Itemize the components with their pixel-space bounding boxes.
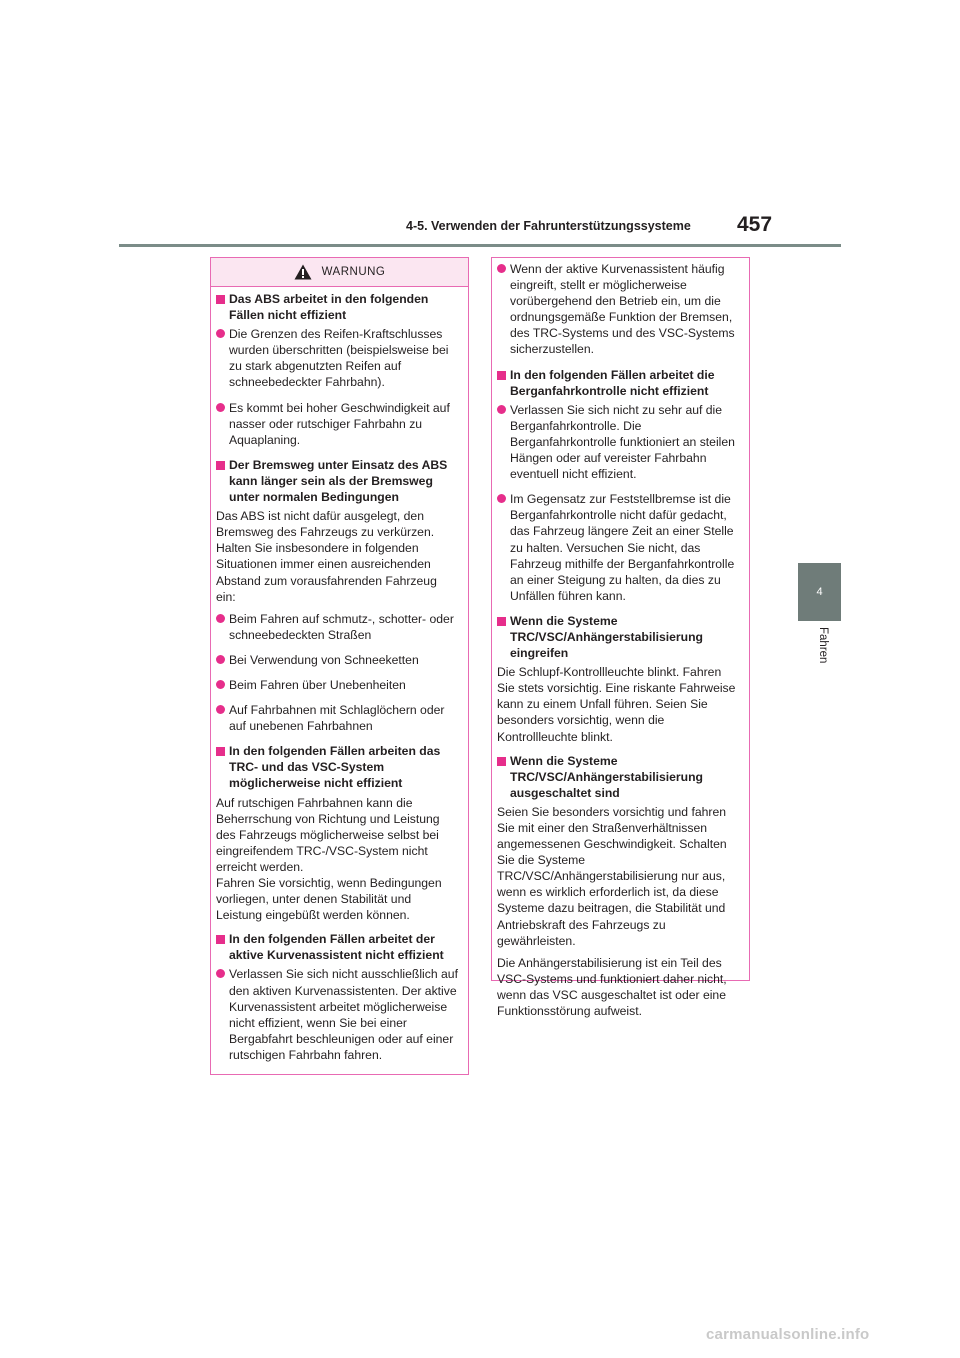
chapter-label: Fahren [817,627,829,664]
bullet-item: Die Grenzen des Reifen-Kraftschlusses wurden überschritten (beispielsweise bei zu stark abgenutzten Reifen auf schneebedeckter Fahrbahn). [216,326,458,390]
paragraph: Auf rutschigen Fahrbahnen kann die Beherrschung von Richtung und Leistung des Fahrzeugs möglicherweise selbst bei eingreifendem TRC-/VSC-System nicht erreicht werden. Fahren Sie vorsichtig, wenn Bedingungen vorliegen, unter denen Stabilität und Leistung eingebüßt werden können. [216,795,442,923]
watermark: carmanualsonline.info [706,1326,870,1343]
chapter-number: 4 [816,586,823,598]
bullet-item: Verlassen Sie sich nicht zu sehr auf die Berganfahrkontrolle. Die Berganfahrkontrolle funktioniert an steilen Hängen oder auf vereister Fahrbahn eventuell nicht effizient. [497,402,741,482]
paragraph: Die Schlupf-Kontrollleuchte blinkt. Fahren Sie stets vorsichtig. Eine riskante Fahrweise kann zu einem Unfall führen. Seien Sie besonders vorsichtig, wenn die Kontrollleuchte blinkt. [497,665,736,744]
paragraph: Die Anhängerstabilisierung ist ein Teil des VSC-Systems und funktioniert daher nicht, wenn das VSC ausgeschaltet ist oder eine Funktionsstörung aufweist. [497,955,727,1019]
section-heading: Das ABS arbeitet in den folgenden Fällen nicht effizient [216,291,458,323]
bullet-item: Es kommt bei hoher Geschwindigkeit auf nasser oder rutschiger Fahrbahn zu Aquaplaning. [216,400,458,448]
bullet-item: Bei Verwendung von Schneeketten [216,652,458,668]
bullet-item: Beim Fahren auf schmutz-, schotter- oder schneebedeckten Straßen [216,611,458,643]
bullet-item: Beim Fahren über Unebenheiten [216,677,458,693]
section-heading: In den folgenden Fällen arbeitet die Berganfahrkontrolle nicht effizient [497,367,741,399]
section-heading: In den folgenden Fällen arbeitet der aktive Kurvenassistent nicht effizient [216,931,458,963]
section-heading: Wenn die Systeme TRC/VSC/Anhängerstabilisierung ausgeschaltet sind [497,753,741,801]
section-heading: Der Bremsweg unter Einsatz des ABS kann länger sein als der Bremsweg unter normalen Bedingungen [216,457,458,505]
bullet-item: Verlassen Sie sich nicht ausschließlich auf den aktiven Kurvenassistenten. Der aktive Kurvenassistent arbeitet möglicherweise nicht effizient, wenn Sie bei einer Bergabfahrt beschleunigen oder auf einer rutschigen Fahrbahn fahren. [216,966,458,1063]
warning-box-right [491,257,750,1019]
page-number: 457 [737,213,773,236]
header-divider [119,244,841,247]
bullet-item: Im Gegensatz zur Feststellbremse ist die Berganfahrkontrolle nicht dafür gedacht, das Fahrzeug längere Zeit an einer Stelle zu halten. Versuchen Sie nicht, das Fahrzeug mithilfe der Berganfahrkontrolle an einer Steigung zu halten, da dies zu Unfällen führen kann. [497,491,741,604]
bullet-item: Auf Fahrbahnen mit Schlaglöchern oder auf unebenen Fahrbahnen [216,702,458,734]
bullet-item: Wenn der aktive Kurvenassistent häufig eingreift, stellt er möglicherweise vorübergehend den Betrieb ein, um die ordnungsgemäße Funktion der Bremsen, des TRC-Systems und des VSC-Systems sicherzustellen. [497,261,741,358]
warning-label: WARNUNG [321,265,386,278]
section-title: 4-5. Verwenden der Fahrunterstützungssysteme [406,219,691,233]
chapter-tab[interactable] [798,563,841,621]
section-heading: In den folgenden Fällen arbeiten das TRC- und das VSC-System möglicherweise nicht effizient [216,743,458,791]
paragraph: Das ABS ist nicht dafür ausgelegt, den Bremsweg des Fahrzeugs zu verkürzen. Halten Sie insbesondere in folgenden Situationen immer einen ausreichenden Abstand zum vorausfahrenden Fahrzeug ein: [216,509,437,604]
warning-box-left [210,257,469,1075]
warning-triangle-icon [294,264,312,280]
section-heading: Wenn die Systeme TRC/VSC/Anhängerstabilisierung eingreifen [497,613,741,661]
paragraph: Seien Sie besonders vorsichtig und fahren Sie mit einer den Straßenverhältnissen angemessenen Geschwindigkeit. Schalten Sie die Systeme TRC/VSC/Anhängerstabilisierung nur aus, wenn es wirklich erforderlich ist, da diese Systeme dazu beitragen, die Stabilität und Antriebskraft des Fahrzeugs zu gewährleisten. [497,804,727,948]
warning-header [211,258,468,287]
